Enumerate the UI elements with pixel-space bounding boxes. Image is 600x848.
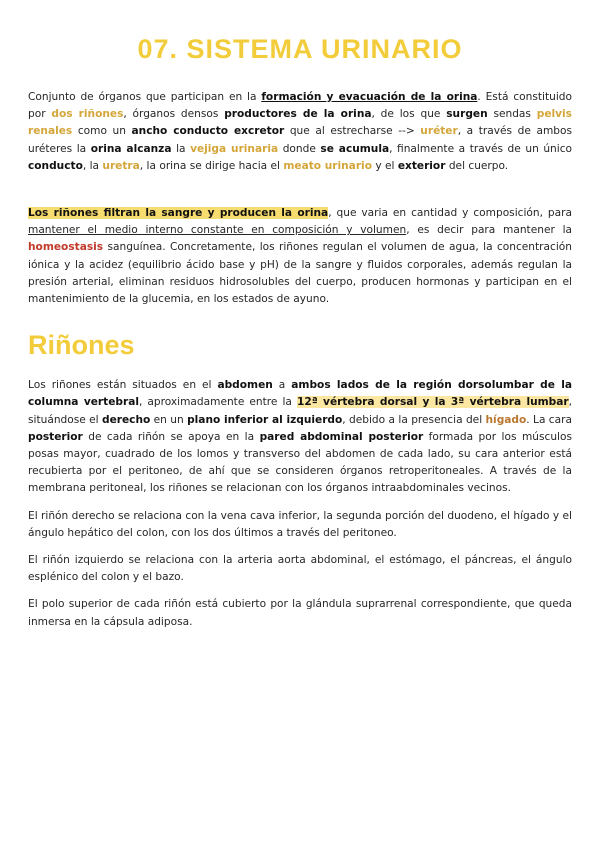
text: de cada riñón se apoya en la <box>82 430 260 443</box>
text: a <box>272 379 292 392</box>
text: donde <box>278 142 321 155</box>
right-kidney-paragraph: El riñón derecho se relaciona con la vena cava inferior, la segunda porción del duodeno, el hígado y el ángulo hepático del colon, con los dos últimos a través del peritoneo. <box>28 509 572 539</box>
keyword: pared abdominal posterior <box>259 430 424 443</box>
text: , finalmente a través de un único <box>389 142 573 155</box>
text: . Está constituido por <box>28 91 572 121</box>
text: , a través de ambos uréteres la <box>28 125 572 155</box>
keyword: surgen <box>446 108 488 121</box>
keyword: plano inferior al izquierdo <box>187 413 343 426</box>
text: en un <box>150 413 188 426</box>
keyword: ambos lados de la región dorsolumbar de la columna vertebral <box>28 379 573 409</box>
text: y el <box>371 159 398 172</box>
text: Los riñones están situados en el <box>28 379 218 392</box>
keyword: pelvis renales <box>28 108 572 138</box>
text: , órganos densos <box>123 108 225 121</box>
keyword: orina alcanza <box>90 142 172 155</box>
function-paragraph <box>28 205 572 308</box>
location-paragraph <box>28 377 572 497</box>
keyword: vejiga urinaria <box>190 142 279 155</box>
text: , de los que <box>371 108 447 121</box>
keyword: hígado <box>485 413 527 426</box>
adrenal-paragraph: El polo superior de cada riñón está cubierto por la glándula suprarrenal correspondiente, que queda inmersa en la cápsula adiposa. <box>28 598 572 628</box>
text: , es decir para mantener la <box>406 224 572 237</box>
left-kidney-paragraph: El riñón izquierdo se relaciona con la arteria aorta abdominal, el estómago, el páncreas, el ángulo esplénico del colon y el bazo. <box>28 554 572 584</box>
text: como un <box>72 125 132 138</box>
highlight: 12ª vértebra dorsal y la 3ª vértebra lumbar <box>296 396 569 409</box>
text: . La cara <box>526 413 572 426</box>
keyword: exterior <box>397 159 446 172</box>
keyword: uréter <box>420 125 458 138</box>
text: del cuerpo. <box>445 159 509 172</box>
text: sanguínea. Concretamente, los riñones regulan el volumen de agua, la concentración iónica y la acidez (equilibrio ácido base y pH) de la sangre y fluidos corporales, además regulan la presión arterial, eliminan residuos hidrosolubles del cuerpo, producen hormonas y participan en el mantenimiento de la glucemia, en los estados de ayuno. <box>28 241 572 306</box>
keyword: abdomen <box>217 379 273 392</box>
page-title: 07. SISTEMA URINARIO <box>137 34 463 64</box>
text: , debido a la presencia del <box>342 413 486 426</box>
keyword: se acumula <box>320 142 390 155</box>
text: , que varia en cantidad y composición, para <box>328 207 572 220</box>
intro-paragraph <box>28 89 572 175</box>
text: la <box>171 142 191 155</box>
keyword: meato urinario <box>283 159 372 172</box>
section-title: Riñones <box>28 330 135 361</box>
keyword: productores de la orina <box>224 108 372 121</box>
keyword: conducto <box>28 159 83 172</box>
text: formada por los músculos posas mayor, cuadrado de los lomos y transverso del abdomen de cada lado, su cara anterior está recubierta por el peritoneo, de ahí que se consideren órganos retroperitoneales. A través de la membrana peritoneal, los riñones se relacionan con los órganos intraabdominales vecinos. <box>28 430 572 495</box>
keyword: formación y evacuación de la orina <box>261 91 478 103</box>
keyword: uretra <box>102 159 140 172</box>
text: , la <box>82 159 103 172</box>
text: , aproximadamente entre la <box>138 396 297 409</box>
text: , situándose el <box>28 396 572 426</box>
keyword: ancho conducto excretor <box>131 125 285 138</box>
keyword: homeostasis <box>28 241 104 254</box>
underlined-text: mantener el medio interno constante en composición y volumen <box>28 224 407 237</box>
keyword: dos riñones <box>51 108 124 121</box>
text: que al estrecharse --> <box>284 125 421 138</box>
text: sendas <box>487 108 537 121</box>
keyword: derecho <box>102 413 151 426</box>
text: Conjunto de órganos que participan en la <box>28 91 262 103</box>
text: , la orina se dirige hacia el <box>139 159 284 172</box>
highlight: Los riñones filtran la sangre y producen la orina <box>28 207 329 220</box>
keyword: posterior <box>28 430 83 443</box>
